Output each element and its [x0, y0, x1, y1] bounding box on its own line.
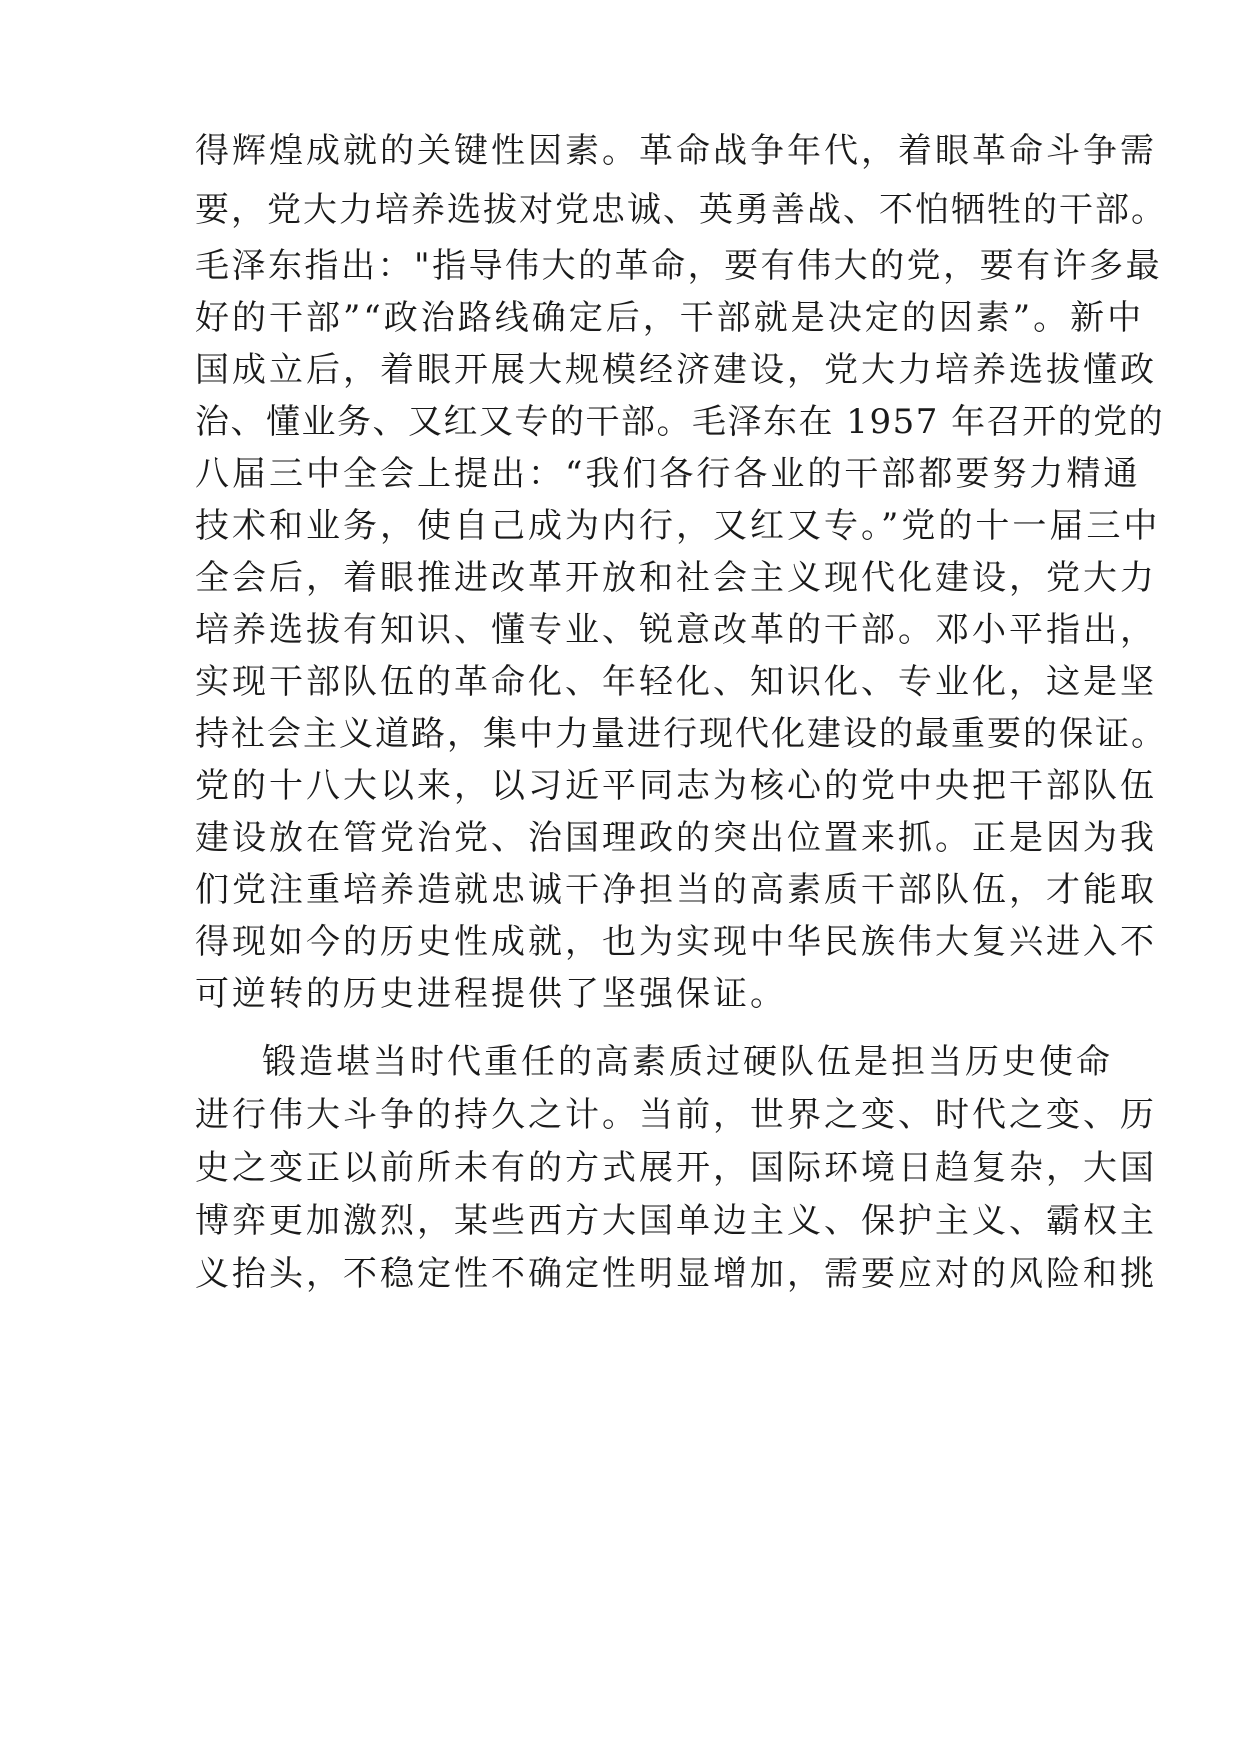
text-line: 进行伟大斗争的持久之计。当前，世界之变、时代之变、历 — [195, 1095, 1157, 1135]
text-line: 全会后，着眼推进改革开放和社会主义现代化建设，党大力 — [195, 558, 1157, 598]
text-line: 建设放在管党治党、治国理政的突出位置来抓。正是因为我 — [195, 818, 1157, 858]
text-line: 治、懂业务、又红又专的干部。毛泽东在 1957 年召开的党的 — [195, 402, 1165, 442]
text-line: 史之变正以前所未有的方式展开，国际环境日趋复杂，大国 — [195, 1148, 1157, 1188]
text-line: 好的干部”“政治路线确定后，干部就是决定的因素”。新中 — [195, 298, 1145, 338]
text-line: 八届三中全会上提出：“我们各行各业的干部都要努力精通 — [195, 454, 1141, 494]
text-line: 党的十八大以来，以习近平同志为核心的党中央把干部队伍 — [195, 766, 1157, 806]
text-line: 培养选拔有知识、懂专业、锐意改革的干部。邓小平指出， — [195, 610, 1157, 650]
text-line: 可逆转的历史进程提供了坚强保证。 — [195, 974, 787, 1014]
text-line: 持社会主义道路，集中力量进行现代化建设的最重要的保证。 — [195, 714, 1167, 754]
text-line: 得辉煌成就的关键性因素。革命战争年代，着眼革命斗争需 — [195, 131, 1157, 171]
text-line: 毛泽东指出："指导伟大的革命，要有伟大的党，要有许多最 — [195, 246, 1163, 286]
text-line: 要，党大力培养选拔对党忠诚、英勇善战、不怕牺牲的干部。 — [195, 190, 1167, 230]
text-line: 实现干部队伍的革命化、年轻化、知识化、专业化，这是坚 — [195, 662, 1157, 702]
text-line: 得现如今的历史性成就，也为实现中华民族伟大复兴进入不 — [195, 922, 1157, 962]
text-line: 义抬头，不稳定性不确定性明显增加，需要应对的风险和挑 — [195, 1254, 1157, 1294]
text-line: 技术和业务，使自己成为内行，又红又专。”党的十一届三中 — [195, 506, 1161, 546]
text-line: 锻造堪当时代重任的高素质过硬队伍是担当历史使命 — [262, 1042, 1113, 1082]
text-line: 博弈更加激烈，某些西方大国单边主义、保护主义、霸权主 — [195, 1201, 1157, 1241]
text-line: 们党注重培养造就忠诚干净担当的高素质干部队伍，才能取 — [195, 870, 1157, 910]
text-line: 国成立后，着眼开展大规模经济建设，党大力培养选拔懂政 — [195, 350, 1157, 390]
